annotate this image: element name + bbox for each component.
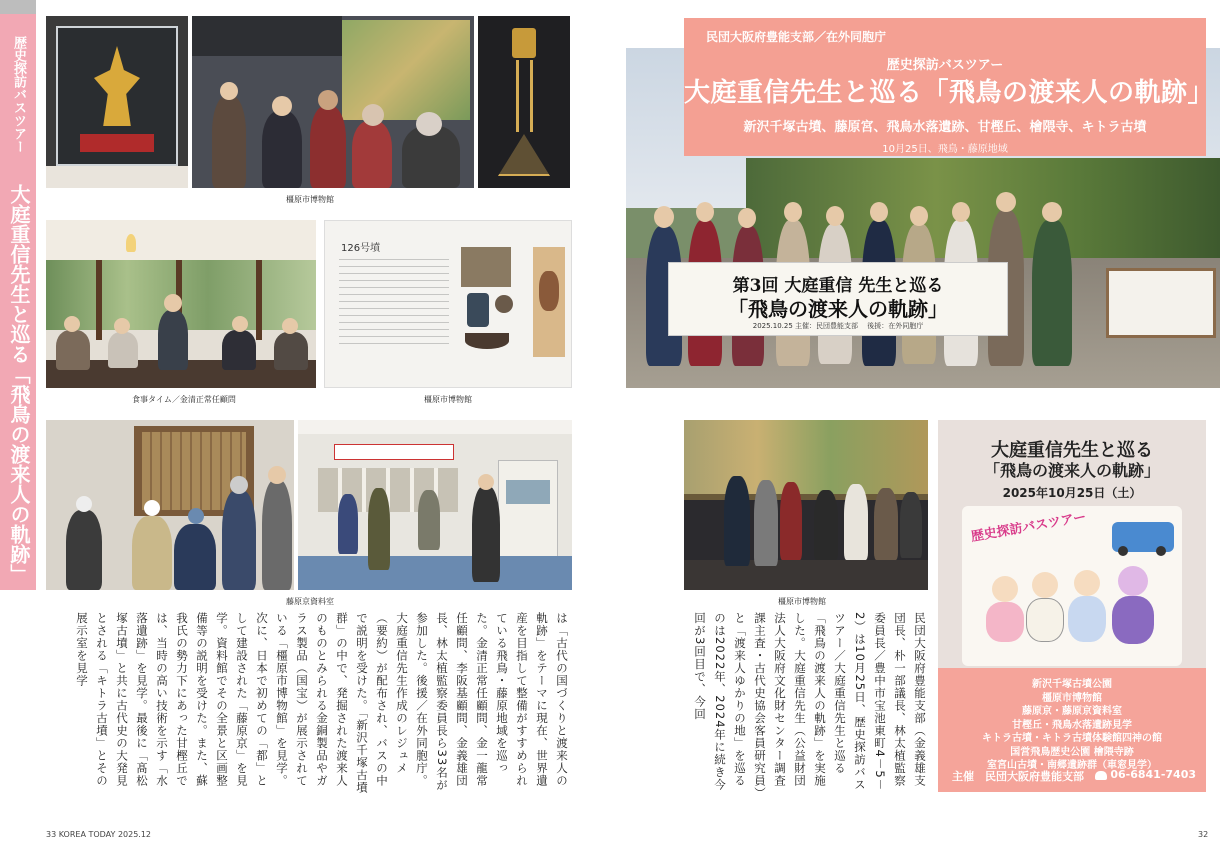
itinerary-item: 藤原京・藤原京資料室 [1022, 706, 1122, 717]
footer-right: 32 [1198, 830, 1209, 839]
photo-exhibit-panel [324, 220, 572, 388]
banner-line3: 2025.10.25 主催：民団豊能支部 後援：在外同胞庁 [752, 322, 924, 330]
caption-kashihara-2: 橿原市博物館 [424, 395, 472, 404]
poster-itinerary [938, 678, 1206, 773]
title-box [684, 18, 1215, 156]
event-poster [938, 420, 1206, 792]
illustration-caption: 歴史探訪バスツアー [969, 509, 1088, 545]
phone-number: 06-6841-7403 [1110, 768, 1196, 781]
page-tab [0, 0, 36, 14]
headline: 大庭重信先生と巡る「飛鳥の渡来人の軌跡」 [684, 78, 1215, 108]
poster-title-line1: 大庭重信先生と巡る [991, 440, 1153, 461]
phone-icon [1095, 771, 1107, 780]
caption-kashihara-3: 橿原市博物館 [778, 597, 826, 606]
banner-line1: 第3回 大庭重信 先生と巡る [732, 276, 944, 296]
itinerary-item: 甘樫丘・飛鳥水落遺跡見学 [1012, 719, 1132, 731]
caption-kashihara-1: 橿原市博物館 [286, 195, 334, 204]
organizer: 民団大阪府豊能支部／在外同胞庁 [706, 30, 887, 44]
photo-gold-ornament [478, 16, 570, 188]
article-body: 民団大阪府豊能支部（金義雄支団長、朴一部議長、林太植監察委員長／豊中市宝池東町4－5－2）は10月25日、歴史探訪バスツアー／大庭重信先生と巡る「飛鳥の渡来人の軌跡」を実施した。大庭重信先生（公益財団法人大阪府文化財センター調査課主査・古代史協会客員研究員）と「渡来人ゆかりの地」を巡るのは2022年、2024年に続き今回が3回目で、今回 [693, 612, 927, 794]
banner-line2: 「飛鳥の渡来人の軌跡」 [728, 297, 948, 321]
strip-title: 大庭重信先生と巡る「飛鳥の渡来人の軌跡」 [7, 184, 31, 584]
title-kicker: 歴史探訪バスツアー [886, 58, 1004, 73]
itinerary-item: 新沢千塚古墳公園 [1032, 679, 1112, 690]
photo-fujiwarakyo-hall [298, 420, 572, 590]
itinerary-item: 室宮山古墳・南郷遺跡群（車窓見学） [987, 760, 1157, 771]
photo-museum-group [192, 16, 474, 188]
caption-meal-time: 食事タイム／金清正常任顧問 [132, 395, 236, 404]
poster-host: 主催 民団大阪府豊能支部 [952, 770, 1084, 783]
exhibit-number: 126号墳 [341, 243, 381, 254]
itinerary-item: キトラ古墳・キトラ古墳体験館四神の館 [982, 733, 1162, 744]
poster-title-line2: 「飛鳥の渡来人の軌跡」 [983, 461, 1160, 480]
group-banner [668, 262, 1008, 336]
photo-meal-time [46, 220, 316, 388]
itinerary-item: 国営飛鳥歴史公園 檜隈寺跡 [1010, 746, 1134, 758]
article-body-continued: は「古代の国づくりと渡来人の軌跡」をテーマに現在、世界遺産を目指して整備がすすめられている飛鳥・藤原地域を巡った。金清正常任顧問、金一龍常任顧問、李阪基顧問、金義雄団長、林太植監察委員長ら33名が参加した。後援／在外同胞庁。 大庭重信先生作成のレジュメ（要約）が配布され、バスの中で説明を受けた。「新沢千塚古墳群」の中で、発掘された渡来人のものとみられる金銅製品やガラス製品（国宝）が展示されている「橿原市博物館」を見学。次に、日本で初めての「都」として建設された「藤原京」を見学。資料館でその全景と区画整備等の説明を受けた。また、蘇我氏の勢力下にあった甘樫丘では、当時の高い技術を示す「水落遺跡」を見学。最後に「髙松塚古墳」と共に古代史の大発見とされる「キトラ古墳」とその展示室を見学 [75, 612, 569, 794]
photo-crown-display [46, 16, 188, 188]
sites-list: 新沢千塚古墳、藤原宮、飛鳥水落遺跡、甘樫丘、檜隈寺、キトラ古墳 [743, 120, 1147, 135]
poster-phone [1095, 768, 1196, 781]
date-place: 10月25日、飛鳥・藤原地域 [882, 144, 1008, 155]
photo-museum-diorama [684, 420, 928, 590]
vertical-title-strip [0, 14, 36, 590]
poster-date: 2025年10月25日（土） [1002, 486, 1142, 500]
itinerary-item: 橿原市博物館 [1042, 692, 1102, 704]
footer-left: 33 KOREA TODAY 2025.12 [46, 830, 152, 839]
strip-kicker: 歴史探訪バスツアー [11, 36, 26, 153]
photo-fujiwarakyo-map [46, 420, 294, 590]
caption-fujiwarakyo: 藤原京資料室 [286, 597, 334, 606]
poster-illustration [962, 506, 1182, 666]
